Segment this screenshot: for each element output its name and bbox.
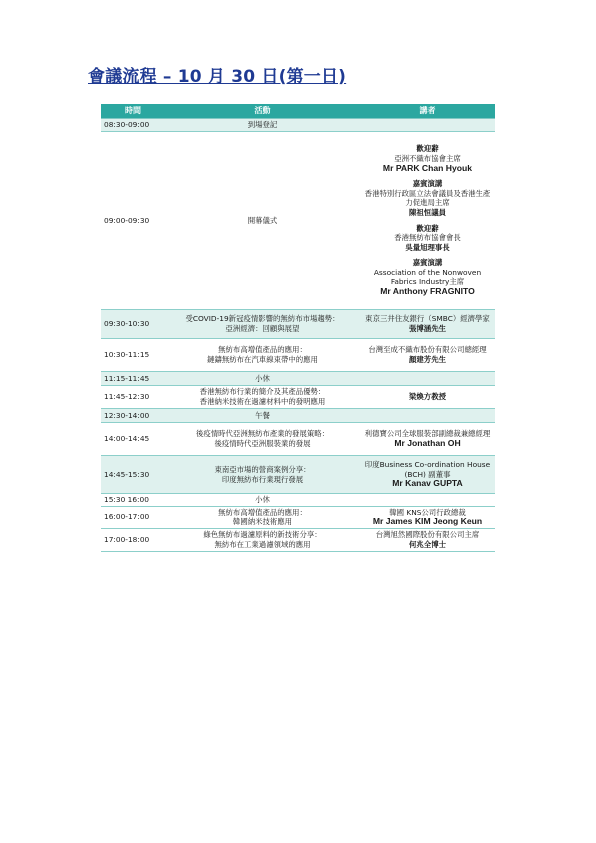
table-header-row xyxy=(101,104,495,119)
time-cell: 11:15-11:45 xyxy=(101,372,165,386)
speaker-cell xyxy=(360,506,495,528)
time-cell: 09:00-09:30 xyxy=(101,132,165,310)
speaker-affiliation: 香港特別行政區立法會議員及香港生產力促進局主席 xyxy=(364,188,491,208)
activity-line: 東南亞市場的營商案例分享： xyxy=(214,464,311,474)
speaker-cell xyxy=(360,386,495,409)
activity-line: 無紡布在工業過濾領域的應用 xyxy=(214,539,311,549)
speaker-block xyxy=(363,530,492,549)
speaker-affiliation: 亞洲不織布協會主席 xyxy=(394,153,461,163)
speaker-name: Mr James KIM Jeong Keun xyxy=(372,516,483,527)
speaker-name: 何兆全博士 xyxy=(409,539,446,549)
header-activity: 活動 xyxy=(165,104,360,119)
activity-line: 鏈鑄無紡布在汽車線束帶中的應用 xyxy=(207,355,318,364)
time-cell: 10:30-11:15 xyxy=(101,339,165,372)
activity-line: 小休 xyxy=(255,495,270,504)
speaker-affiliation: 利德寶公司全球服裝部副總裁兼總經理 xyxy=(364,429,491,439)
speaker-cell xyxy=(360,372,495,386)
activity-cell xyxy=(165,456,360,494)
time-cell: 09:30-10:30 xyxy=(101,310,165,339)
activity-line: 受COVID-19新冠疫情影響的無紡布市場趨勢： xyxy=(185,314,340,324)
activity-cell xyxy=(165,119,360,132)
table-row xyxy=(101,494,495,507)
speaker-cell xyxy=(360,494,495,507)
activity-cell xyxy=(165,132,360,310)
speaker-name: 陳祖恒議員 xyxy=(409,207,446,217)
speaker-block xyxy=(363,314,492,333)
time-cell: 14:00-14:45 xyxy=(101,423,165,456)
speaker-affiliation: 東京三井住友銀行（SMBC）經濟學家 xyxy=(365,314,490,324)
table-row xyxy=(101,409,495,423)
header-speaker: 講者 xyxy=(360,104,495,119)
time-cell: 16:00-17:00 xyxy=(101,506,165,528)
activity-line: 無紡布高增值產品的應用： xyxy=(218,507,307,517)
speaker-block xyxy=(363,224,492,253)
speaker-cell xyxy=(360,119,495,132)
activity-line: 開幕儀式 xyxy=(247,215,278,225)
speaker-role: 歡迎辭 xyxy=(416,144,439,154)
time-cell: 15:30 16:00 xyxy=(101,494,165,507)
speaker-name: 張博涵先生 xyxy=(409,324,446,333)
activity-line: 後疫情時代亞洲無紡布產業的發展策略： xyxy=(195,429,330,439)
activity-cell xyxy=(165,310,360,339)
speaker-cell xyxy=(360,423,495,456)
time-cell: 12:30-14:00 xyxy=(101,409,165,423)
activity-line: 綠色無紡布過濾原料的新技術分享： xyxy=(203,530,322,540)
speaker-block xyxy=(363,179,492,217)
speaker-cell xyxy=(360,456,495,494)
speaker-role: 嘉賓演講 xyxy=(412,179,443,189)
header-time: 時間 xyxy=(101,104,165,119)
activity-line: 無紡布高增值產品的應用： xyxy=(218,345,307,355)
speaker-role: 歡迎辭 xyxy=(416,223,439,233)
activity-cell xyxy=(165,409,360,423)
activity-line: 後疫情時代亞洲服裝業的發展 xyxy=(214,439,311,448)
speaker-cell xyxy=(360,132,495,310)
table-row xyxy=(101,528,495,551)
speaker-block xyxy=(363,392,492,402)
activity-cell xyxy=(165,339,360,372)
speaker-name: Mr Jonathan OH xyxy=(394,438,461,448)
table-row xyxy=(101,132,495,310)
speaker-affiliation: 台灣旭然國際股份有限公司主席 xyxy=(375,530,480,540)
speaker-affiliation: Association of the Nonwoven Fabrics Industry主席 xyxy=(373,267,482,287)
speaker-name: 吳量旭理事長 xyxy=(405,242,450,252)
table-row xyxy=(101,506,495,528)
table-row xyxy=(101,456,495,494)
activity-cell xyxy=(165,372,360,386)
program-table xyxy=(101,104,495,552)
speaker-block xyxy=(363,144,492,173)
speaker-name: 顏建芳先生 xyxy=(409,355,446,364)
speaker-cell xyxy=(360,310,495,339)
time-cell: 11:45-12:30 xyxy=(101,386,165,409)
table-row xyxy=(101,386,495,409)
speaker-cell xyxy=(360,339,495,372)
speaker-affiliation: 台灣至成不織布股份有限公司總經理 xyxy=(368,345,487,355)
activity-cell xyxy=(165,506,360,528)
activity-line: 香港無紡布行業的簡介及其產品優勢： xyxy=(199,387,326,397)
table-row xyxy=(101,310,495,339)
activity-cell xyxy=(165,528,360,551)
program-rows xyxy=(101,119,495,552)
table-row xyxy=(101,372,495,386)
page-title: 會議流程 – 10 月 30 日(第一日) xyxy=(88,67,347,87)
speaker-name: Mr Anthony FRAGNITO xyxy=(380,286,475,297)
activity-line: 香港納米技術在過濾材料中的發明應用 xyxy=(199,397,326,406)
speaker-affiliation: 韓國 KNS公司行政總裁 xyxy=(389,507,466,517)
speaker-cell xyxy=(360,409,495,423)
table-row xyxy=(101,339,495,372)
speaker-name: Mr PARK Chan Hyouk xyxy=(382,162,473,173)
activity-line: 韓國納米技術應用 xyxy=(232,517,293,527)
table-row xyxy=(101,423,495,456)
time-cell: 17:00-18:00 xyxy=(101,528,165,551)
speaker-name: Mr Kanav GUPTA xyxy=(392,478,463,489)
time-cell: 14:45-15:30 xyxy=(101,456,165,494)
time-cell: 08:30-09:00 xyxy=(101,119,165,132)
activity-line: 印度無紡布行業現行發展 xyxy=(221,474,304,484)
speaker-block xyxy=(363,508,492,527)
speaker-block xyxy=(363,460,492,489)
speaker-block xyxy=(363,429,492,448)
speaker-name: 梁煥方教授 xyxy=(409,392,446,402)
speaker-affiliation: 印度Business Co-ordination House (BCH) 副董事 xyxy=(364,460,491,479)
speaker-role: 嘉賓演講 xyxy=(412,258,443,268)
speaker-block xyxy=(363,345,492,364)
table-row xyxy=(101,119,495,132)
activity-line: 小休 xyxy=(255,373,270,383)
activity-cell xyxy=(165,494,360,507)
activity-line: 午餐 xyxy=(255,410,270,420)
speaker-cell xyxy=(360,528,495,551)
speaker-block xyxy=(363,258,492,296)
activity-line: 到場登記 xyxy=(247,120,278,130)
activity-line: 亞洲經濟：回顧與展望 xyxy=(225,324,300,333)
activity-cell xyxy=(165,386,360,409)
speaker-affiliation: 香港無紡布協會會長 xyxy=(394,233,461,243)
activity-cell xyxy=(165,423,360,456)
